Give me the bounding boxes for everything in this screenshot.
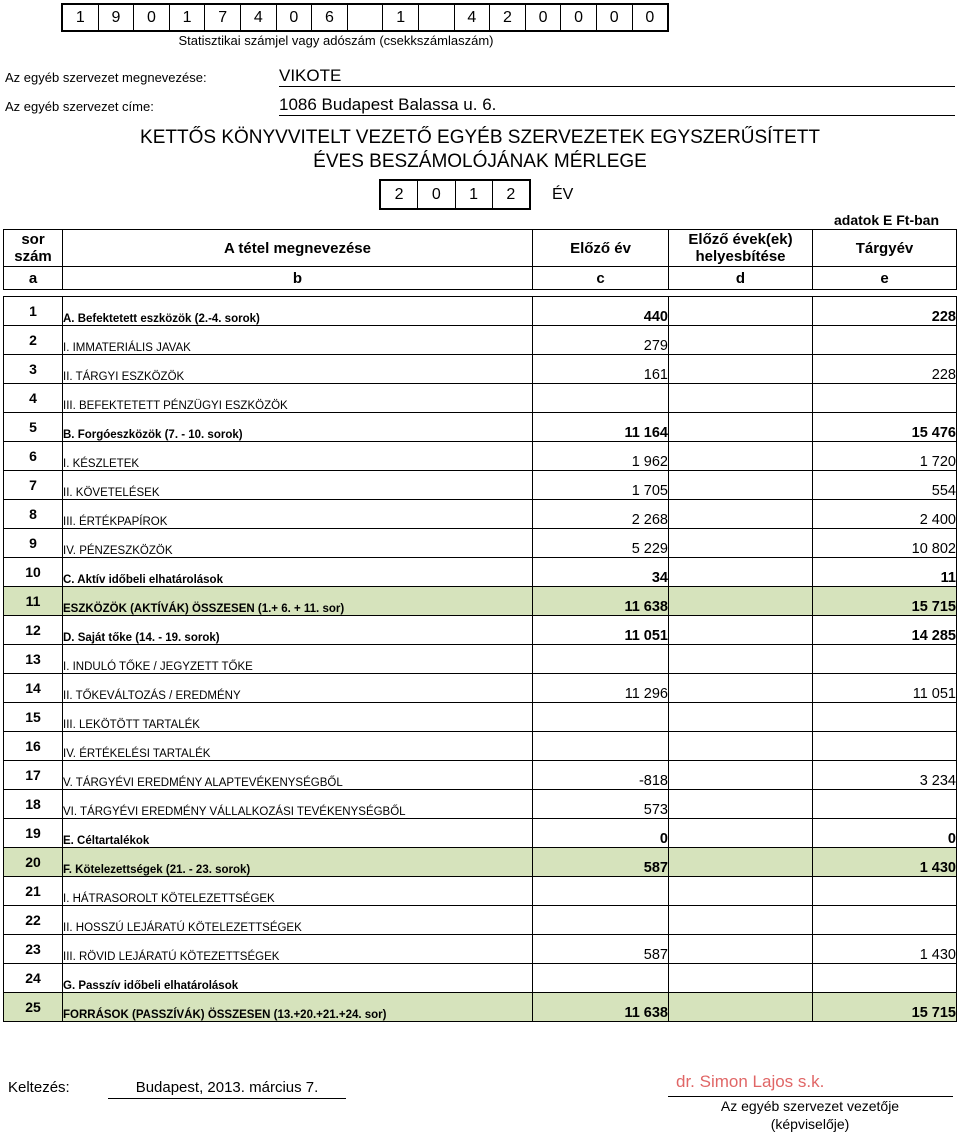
row-name: III. LEKÖTÖTT TARTALÉK: [63, 703, 533, 732]
row-number: 23: [4, 935, 63, 964]
year-digit: 0: [418, 181, 455, 208]
row-number: 8: [4, 500, 63, 529]
table-row: [4, 558, 957, 587]
adjustment-value: [669, 529, 813, 558]
table-row: [4, 587, 957, 616]
current-year-value: [813, 645, 957, 674]
adjustment-value: [669, 993, 813, 1022]
prev-year-value: 440: [533, 297, 669, 326]
current-year-value: [813, 732, 957, 761]
prev-year-value: 587: [533, 935, 669, 964]
table-row: [4, 384, 957, 413]
current-year-value: 554: [813, 471, 957, 500]
table-row: [4, 964, 957, 993]
adjustment-value: [669, 355, 813, 384]
tax-id-digit: 1: [63, 5, 99, 30]
col-header-name: A tétel megnevezése: [63, 230, 533, 267]
adjustment-value: [669, 413, 813, 442]
row-name: III. ÉRTÉKPAPÍROK: [63, 500, 533, 529]
table-row: [4, 442, 957, 471]
adjustment-value: [669, 935, 813, 964]
current-year-value: 15 476: [813, 413, 957, 442]
prev-year-value: 11 051: [533, 616, 669, 645]
row-name: II. TÁRGYI ESZKÖZÖK: [63, 355, 533, 384]
row-number: 22: [4, 906, 63, 935]
tax-id-boxes: [61, 3, 669, 32]
table-row: [4, 674, 957, 703]
prev-year-value: 5 229: [533, 529, 669, 558]
col-header-sor-text: sor: [21, 231, 45, 248]
row-name: G. Passzív időbeli elhatárolások: [63, 964, 533, 993]
table-row: [4, 413, 957, 442]
org-address-value: 1086 Budapest Balassa u. 6.: [279, 95, 955, 116]
table-row: [4, 616, 957, 645]
row-number: 6: [4, 442, 63, 471]
table-row: [4, 819, 957, 848]
row-name: B. Forgóeszközök (7. - 10. sorok): [63, 413, 533, 442]
header-spacer: [4, 290, 957, 297]
table-row: [4, 355, 957, 384]
table-header-row: [4, 230, 957, 267]
table-row: [4, 500, 957, 529]
prev-year-value: 11 164: [533, 413, 669, 442]
table-row: [4, 529, 957, 558]
row-number: 16: [4, 732, 63, 761]
col-header-adjust-line1: Előző évek(ek): [688, 231, 793, 248]
balance-sheet-table: [3, 229, 957, 1022]
current-year-value: [813, 877, 957, 906]
column-code-row: [4, 267, 957, 290]
row-name: ESZKÖZÖK (AKTÍVÁK) ÖSSZESEN (1.+ 6. + 11. sor): [63, 587, 533, 616]
prev-year-value: 2 268: [533, 500, 669, 529]
col-code-c: c: [533, 267, 669, 290]
prev-year-value: 1 962: [533, 442, 669, 471]
tax-id-digit: [419, 5, 455, 30]
tax-id-digit: 9: [99, 5, 135, 30]
prev-year-value: 279: [533, 326, 669, 355]
current-year-value: 15 715: [813, 587, 957, 616]
table-row: [4, 935, 957, 964]
row-number: 1: [4, 297, 63, 326]
current-year-value: [813, 703, 957, 732]
current-year-value: [813, 906, 957, 935]
row-number: 21: [4, 877, 63, 906]
unit-label: adatok E Ft-ban: [834, 212, 940, 228]
title-line-2: ÉVES BESZÁMOLÓJÁNAK MÉRLEGE: [313, 151, 647, 172]
prev-year-value: [533, 906, 669, 935]
tax-id-caption: Statisztikai számjel vagy adószám (csekkszámlaszám): [178, 33, 494, 48]
row-number: 7: [4, 471, 63, 500]
col-code-d: d: [669, 267, 813, 290]
current-year-value: 14 285: [813, 616, 957, 645]
adjustment-value: [669, 790, 813, 819]
row-name: F. Kötelezettségek (21. - 23. sorok): [63, 848, 533, 877]
adjustment-value: [669, 877, 813, 906]
tax-id-digit: 0: [526, 5, 562, 30]
col-code-b: b: [63, 267, 533, 290]
row-number: 9: [4, 529, 63, 558]
adjustment-value: [669, 616, 813, 645]
date-value: Budapest, 2013. március 7.: [108, 1079, 346, 1099]
year-digit: 2: [381, 181, 418, 208]
adjustment-value: [669, 906, 813, 935]
col-header-adjust: [669, 230, 813, 267]
row-name: II. KÖVETELÉSEK: [63, 471, 533, 500]
adjustment-value: [669, 384, 813, 413]
prev-year-value: 161: [533, 355, 669, 384]
adjustment-value: [669, 297, 813, 326]
current-year-value: 11: [813, 558, 957, 587]
row-number: 19: [4, 819, 63, 848]
signatory-role-line2: (képviselője): [770, 1116, 850, 1132]
row-name: E. Céltartalékok: [63, 819, 533, 848]
current-year-value: [813, 326, 957, 355]
tax-id-digit: 0: [645, 8, 655, 26]
prev-year-value: [533, 645, 669, 674]
prev-year-value: 587: [533, 848, 669, 877]
adjustment-value: [669, 500, 813, 529]
current-year-value: 2 400: [813, 500, 957, 529]
table-row: [4, 761, 957, 790]
org-name-value: VIKOTE: [279, 66, 955, 87]
current-year-value: 1 430: [813, 848, 957, 877]
prev-year-value: 573: [533, 790, 669, 819]
row-name: A. Befektetett eszközök (2.-4. sorok): [63, 297, 533, 326]
row-name: III. BEFEKTETETT PÉNZÜGYI ESZKÖZÖK: [63, 384, 533, 413]
current-year-value: [813, 384, 957, 413]
tax-id-digit: 2: [490, 5, 526, 30]
col-header-adjust-line2: helyesbítése: [695, 248, 786, 265]
tax-id-digit: 1: [383, 5, 419, 30]
table-row: [4, 848, 957, 877]
row-name: VI. TÁRGYÉVI EREDMÉNY VÁLLALKOZÁSI TEVÉKENYSÉGBŐL: [63, 790, 533, 819]
col-header-szam-text: szám: [14, 248, 52, 265]
current-year-value: [813, 964, 957, 993]
current-year-value: 11 051: [813, 674, 957, 703]
table-row: [4, 703, 957, 732]
tax-id-digit: [348, 5, 384, 30]
adjustment-value: [669, 674, 813, 703]
adjustment-value: [669, 587, 813, 616]
row-name: IV. ÉRTÉKELÉSI TARTALÉK: [63, 732, 533, 761]
year-digit: 2: [506, 185, 516, 203]
table-row: [4, 471, 957, 500]
signatory-role-line1: Az egyéb szervezet vezetője: [720, 1098, 900, 1114]
adjustment-value: [669, 558, 813, 587]
tax-id-digit: 0: [277, 5, 313, 30]
row-name: II. HOSSZÚ LEJÁRATÚ KÖTELEZETTSÉGEK: [63, 906, 533, 935]
year-digit: 1: [456, 181, 493, 208]
current-year-value: 3 234: [813, 761, 957, 790]
adjustment-value: [669, 703, 813, 732]
table-row: [4, 297, 957, 326]
row-name: II. TŐKEVÁLTOZÁS / EREDMÉNY: [63, 674, 533, 703]
table-row: [4, 732, 957, 761]
adjustment-value: [669, 848, 813, 877]
prev-year-value: [533, 703, 669, 732]
row-number: 11: [4, 587, 63, 616]
tax-id-digit: 4: [241, 5, 277, 30]
current-year-value: 228: [813, 297, 957, 326]
year-boxes: [379, 179, 531, 210]
col-code-e: e: [813, 267, 957, 290]
row-number: 2: [4, 326, 63, 355]
row-number: 17: [4, 761, 63, 790]
adjustment-value: [669, 819, 813, 848]
adjustment-value: [669, 732, 813, 761]
org-name-label: Az egyéb szervezet megnevezése:: [5, 70, 207, 85]
row-name: FORRÁSOK (PASSZÍVÁK) ÖSSZESEN (13.+20.+21.+24. sor): [63, 993, 533, 1022]
col-header-current: Tárgyév: [813, 230, 957, 267]
row-number: 3: [4, 355, 63, 384]
prev-year-value: 0: [533, 819, 669, 848]
tax-id-digit: 0: [597, 5, 633, 30]
row-number: 5: [4, 413, 63, 442]
adjustment-value: [669, 471, 813, 500]
row-number: 20: [4, 848, 63, 877]
prev-year-value: 11 296: [533, 674, 669, 703]
current-year-value: 1 430: [813, 935, 957, 964]
signatory-role: [700, 1097, 920, 1133]
current-year-value: 15 715: [813, 993, 957, 1022]
tax-id-digit: 0: [561, 5, 597, 30]
current-year-value: [813, 790, 957, 819]
org-address-label: Az egyéb szervezet címe:: [5, 99, 154, 114]
row-name: I. KÉSZLETEK: [63, 442, 533, 471]
row-number: 14: [4, 674, 63, 703]
row-name: I. IMMATERIÁLIS JAVAK: [63, 326, 533, 355]
prev-year-value: [533, 877, 669, 906]
row-name: V. TÁRGYÉVI EREDMÉNY ALAPTEVÉKENYSÉGBŐL: [63, 761, 533, 790]
tax-id-digit: 1: [170, 5, 206, 30]
row-name: D. Saját tőke (14. - 19. sorok): [63, 616, 533, 645]
adjustment-value: [669, 645, 813, 674]
row-number: 13: [4, 645, 63, 674]
adjustment-value: [669, 326, 813, 355]
table-row: [4, 790, 957, 819]
tax-id-digit: 6: [312, 5, 348, 30]
prev-year-value: [533, 732, 669, 761]
tax-id-digit: 0: [134, 5, 170, 30]
row-number: 18: [4, 790, 63, 819]
row-name: I. HÁTRASOROLT KÖTELEZETTSÉGEK: [63, 877, 533, 906]
adjustment-value: [669, 442, 813, 471]
row-number: 24: [4, 964, 63, 993]
date-label: Keltezés:: [8, 1079, 70, 1096]
prev-year-value: 11 638: [533, 587, 669, 616]
current-year-value: 1 720: [813, 442, 957, 471]
col-code-a: a: [4, 267, 63, 290]
current-year-value: 0: [813, 819, 957, 848]
table-row: [4, 906, 957, 935]
row-name: I. INDULÓ TŐKE / JEGYZETT TŐKE: [63, 645, 533, 674]
year-label: ÉV: [552, 186, 574, 203]
table-row: [4, 993, 957, 1022]
prev-year-value: [533, 964, 669, 993]
row-name: III. RÖVID LEJÁRATÚ KÖTEZETTSÉGEK: [63, 935, 533, 964]
col-header-sor: [4, 230, 63, 267]
adjustment-value: [669, 761, 813, 790]
prev-year-value: 34: [533, 558, 669, 587]
prev-year-value: -818: [533, 761, 669, 790]
table-row: [4, 877, 957, 906]
row-number: 4: [4, 384, 63, 413]
row-number: 15: [4, 703, 63, 732]
row-number: 10: [4, 558, 63, 587]
title-line-1: KETTŐS KÖNYVVITELT VEZETŐ EGYÉB SZERVEZETEK EGYSZERŰSÍTETT: [140, 127, 820, 148]
prev-year-value: 1 705: [533, 471, 669, 500]
current-year-value: 10 802: [813, 529, 957, 558]
tax-id-digit: 4: [455, 5, 491, 30]
adjustment-value: [669, 964, 813, 993]
row-number: 25: [4, 993, 63, 1022]
document-title: [0, 126, 960, 174]
row-number: 12: [4, 616, 63, 645]
prev-year-value: [533, 384, 669, 413]
signature: dr. Simon Lajos s.k.: [676, 1072, 825, 1091]
current-year-value: 228: [813, 355, 957, 384]
prev-year-value: 11 638: [533, 993, 669, 1022]
tax-id-digit: 7: [205, 5, 241, 30]
table-row: [4, 326, 957, 355]
col-header-prev: Előző év: [533, 230, 669, 267]
table-row: [4, 645, 957, 674]
row-name: IV. PÉNZESZKÖZÖK: [63, 529, 533, 558]
row-name: C. Aktív időbeli elhatárolások: [63, 558, 533, 587]
